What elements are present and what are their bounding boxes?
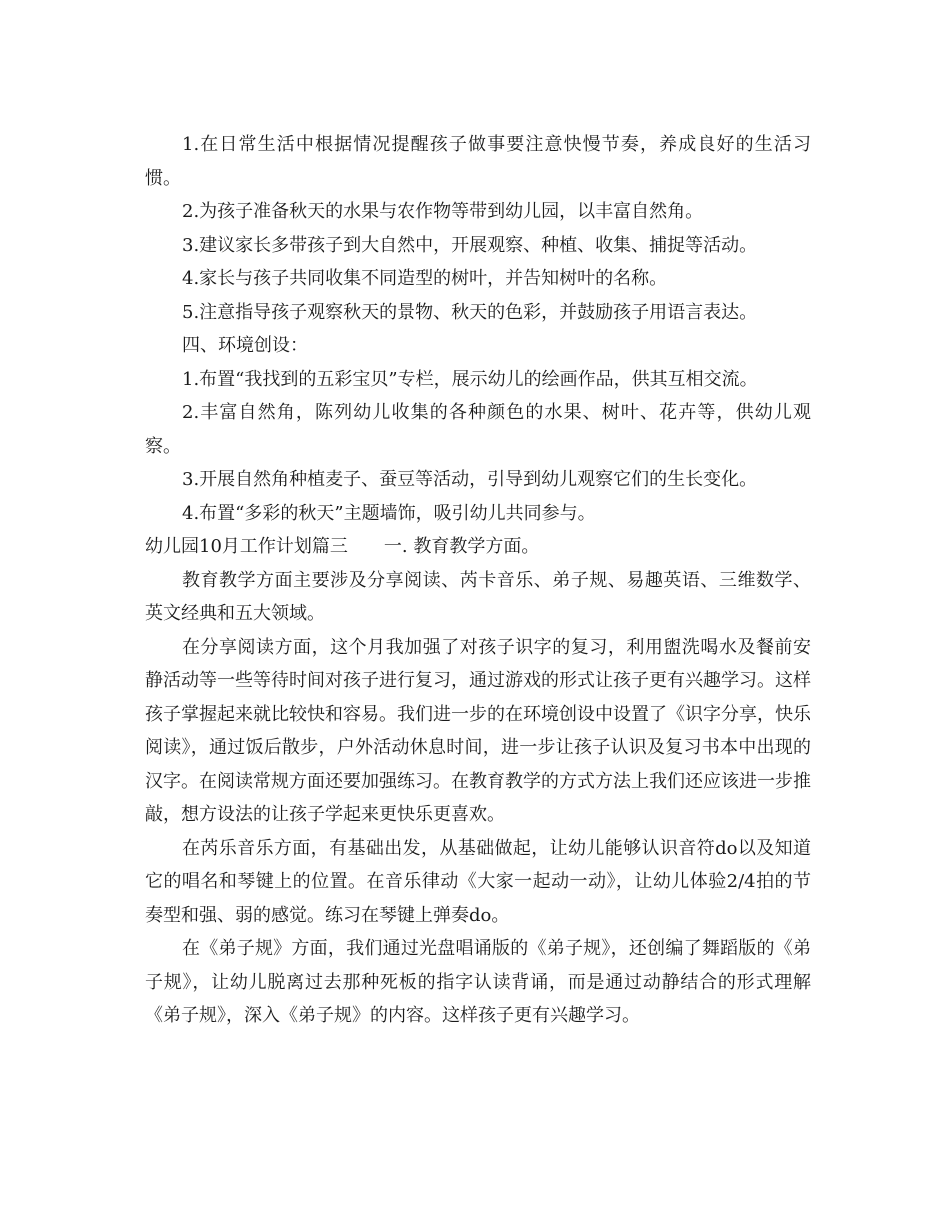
section-heading: 四、环境创设： — [182, 335, 308, 356]
document-body — [145, 128, 811, 1033]
paragraph: 教育教学方面主要涉及分享阅读、芮卡音乐、弟子规、易趣英语、三维数学、英文经典和五大领域。 — [145, 569, 811, 624]
paragraph: 1.布置“我找到的五彩宝贝”专栏，展示幼儿的绘画作品，供其互相交流。 — [182, 368, 758, 390]
paragraph: 3.开展自然角种植麦子、蚕豆等活动，引导到幼儿观察它们的生长变化。 — [182, 469, 758, 490]
paragraph: 5.注意指导孩子观察秋天的景物、秋天的色彩，并鼓励孩子用语言表达。 — [182, 301, 758, 323]
document-heading: 幼儿园10月工作计划篇三 一. 教育教学方面。 — [145, 536, 540, 557]
paragraph: 在分享阅读方面，这个月我加强了对孩子识字的复习，利用盥洗喝水及餐前安静活动等一些等待时间对孩子进行复习，通过游戏的形式让孩子更有兴趣学习。这样孩子掌握起来就比较快和容易。我们进一步的在环境创设中设置了《识字分享，快乐阅读》，通过饭后散步，户外活动休息时间，进一步让孩子认识及复习书本中出现的汉字。在阅读常规方面还要加强练习。在教育教学的方式方法上我们还应该进一步推敲，想方设法的让孩子学起来更快乐更喜欢。 — [145, 636, 811, 825]
paragraph: 4.布置“多彩的秋天”主题墙饰，吸引幼儿共同参与。 — [182, 502, 596, 524]
paragraph: 2.丰富自然角，陈列幼儿收集的各种颜色的水果、树叶、花卉等，供幼儿观察。 — [145, 402, 811, 457]
paragraph: 4.家长与孩子共同收集不同造型的树叶，并告知树叶的名称。 — [182, 268, 668, 289]
paragraph: 2.为孩子准备秋天的水果与农作物等带到幼儿园，以丰富自然角。 — [182, 201, 704, 222]
paragraph: 1.在日常生活中根据情况提醒孩子做事要注意快慢节奏，养成良好的生活习惯。 — [145, 134, 811, 189]
paragraph: 在芮乐音乐方面，有基础出发，从基础做起，让幼儿能够认识音符do以及知道它的唱名和琴键上的位置。在音乐律动《大家一起动一动》，让幼儿体验2/4拍的节奏型和强、弱的感觉。练习在琴键上弹奏do。 — [145, 837, 811, 926]
paragraph: 在《弟子规》方面，我们通过光盘唱诵版的《弟子规》，还创编了舞蹈版的《弟子规》，让幼儿脱离过去那种死板的指字认读背诵，而是通过动静结合的形式理解《弟子规》，深入《弟子规》的内容。这样孩子更有兴趣学习。 — [145, 938, 811, 1026]
paragraph: 3.建议家长多带孩子到大自然中，开展观察、种植、收集、捕捉等活动。 — [182, 234, 758, 256]
